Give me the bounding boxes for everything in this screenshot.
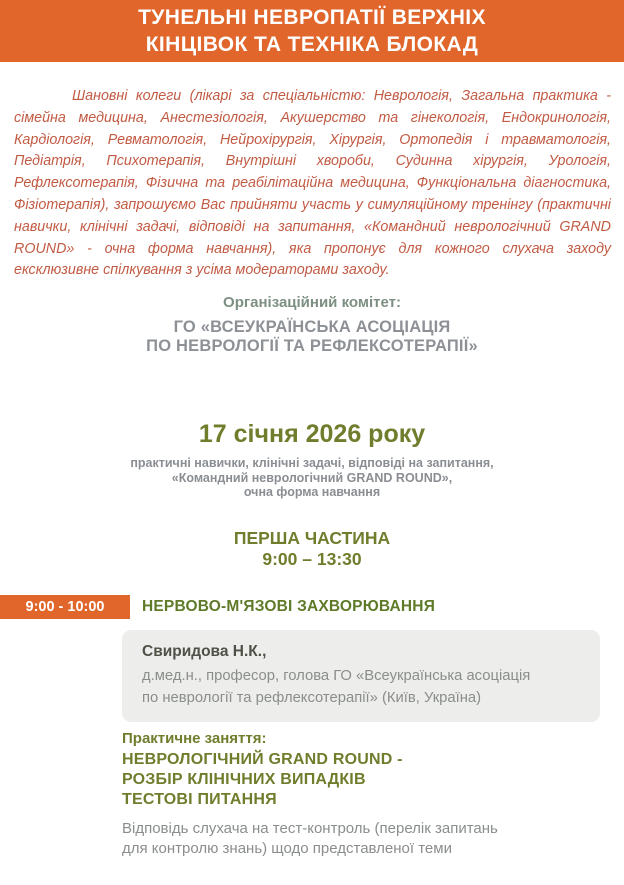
part-time: 9:00 – 13:30: [262, 549, 362, 569]
speaker-credentials-line-2: по неврології та рефлексотерапії» (Київ, Україна): [142, 689, 482, 706]
page-title-line-1: ТУНЕЛЬНІ НЕВРОПАТІЇ ВЕРХНІХ: [138, 5, 486, 29]
event-date: 17 січня 2026 року: [198, 420, 426, 448]
session-row: [0, 595, 624, 619]
page-title-line-2: КІНЦІВОК ТА ТЕХНІКА БЛОКАД: [145, 32, 479, 56]
practice-title-line-2: РОЗБІР КЛІНІЧНИХ ВИПАДКІВ: [122, 771, 366, 788]
part-heading: [0, 528, 624, 570]
intro-paragraph: Шановні колеги (лікарі за спеціальністю: Неврологія, Загальна практика - сімейна медицина, Анестезіологія, Акушерство та гінекологія, Ендокринологія, Кардіологія, Ревматологія, Нейрохірургія, Хірургія, Ортопедія і травматологія, Педіатрія, Психотерапія, Внутрішні хвороби, Судинна хірургія, Урологія, Рефлексотерапія, Фізична та реабілітаційна медицина, Функціональна діагностика, Фізіотерапія), запрошуємо Вас прийняти участь у симуляційному тренінгу (практичні навички, клінічні задачі, відповіді на запитання, «Командний неврологічний GRAND ROUND» - очна форма навчання), яка пропонує для кожного слухача заходу ексклюзивне спілкування з усіма модераторами заходу.: [14, 88, 611, 279]
speaker-name: Свиридова Н.К.,: [142, 643, 267, 660]
event-details: [0, 456, 624, 500]
session-time-badge: 9:00 - 10:00: [0, 595, 130, 619]
practice-description: [122, 819, 604, 858]
committee-name-line-1: ГО «ВСЕУКРАЇНСЬКА АСОЦІАЦІЯ: [173, 318, 451, 336]
session-title: НЕРВОВО-М'ЯЗОВІ ЗАХВОРЮВАННЯ: [142, 598, 436, 615]
event-details-line-2: «Командний неврологічний GRAND ROUND»,: [171, 470, 453, 485]
practice-description-line-1: Відповідь слухача на тест-контроль (перелік запитань: [122, 820, 498, 837]
practice-title-line-1: НЕВРОЛОГІЧНИЙ GRAND ROUND -: [122, 751, 403, 768]
practice-description-line-2: для контролю знань) щодо представленої теми: [122, 839, 452, 857]
committee-name-line-2: ПО НЕВРОЛОГІЇ ТА РЕФЛЕКСОТЕРАПІЇ»: [146, 337, 478, 355]
practice-block: [122, 730, 604, 858]
part-title: ПЕРША ЧАСТИНА: [233, 528, 391, 548]
event-details-line-1: практичні навички, клінічні задачі, відповіді на запитання,: [130, 456, 494, 470]
title-banner: [0, 0, 624, 62]
practice-label: Практичне заняття:: [122, 730, 267, 747]
event-details-line-3: очна форма навчання: [243, 485, 381, 499]
committee-label: Організаційний комітет:: [223, 294, 401, 311]
committee-block: [0, 294, 624, 356]
practice-title-line-3: ТЕСТОВІ ПИТАННЯ: [122, 791, 277, 808]
speaker-credentials-line-1: д.мед.н., професор, голова ГО «Всеукраїнська асоціація: [142, 668, 531, 684]
speaker-card: [122, 630, 600, 722]
